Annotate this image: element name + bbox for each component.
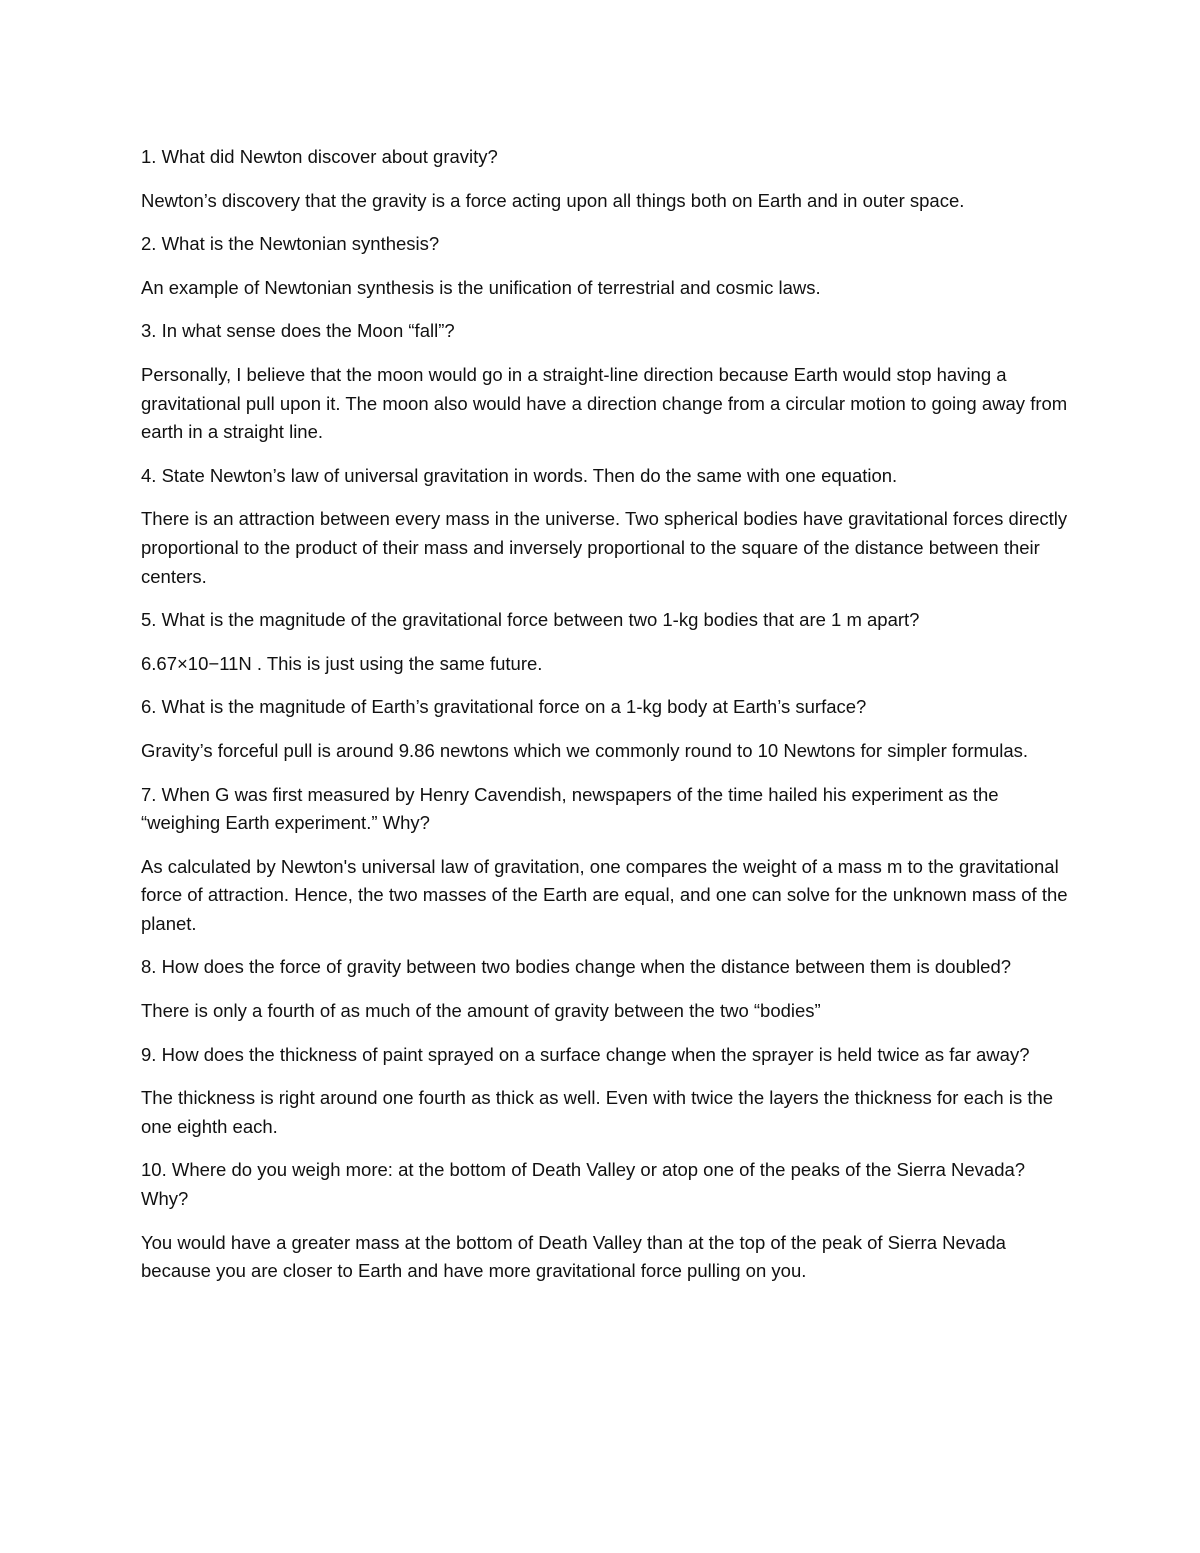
question-6: 6. What is the magnitude of Earth’s gravitational force on a 1-kg body at Earth’s surface? xyxy=(141,696,867,718)
qa-item-10 xyxy=(141,1156,1071,1285)
qa-item-1 xyxy=(141,143,1071,215)
answer-6: Gravity’s forceful pull is around 9.86 newtons which we commonly round to 10 Newtons for simpler formulas. xyxy=(141,739,1029,761)
qa-item-2 xyxy=(141,230,1071,302)
question-7: 7. When G was first measured by Henry Cavendish, newspapers of the time hailed his experiment as the “weighing Earth experiment.” Why? xyxy=(141,783,999,834)
answer-2: An example of Newtonian synthesis is the unification of terrestrial and cosmic laws. xyxy=(141,276,821,298)
question-4: 4. State Newton’s law of universal gravitation in words. Then do the same with one equation. xyxy=(141,464,898,486)
answer-4: There is an attraction between every mass in the universe. Two spherical bodies have gravitational forces directly proportional to the product of their mass and inversely proportional to the square of the distance between their centers. xyxy=(141,508,1068,587)
answer-8: There is only a fourth of as much of the amount of gravity between the two “bodies” xyxy=(141,1000,821,1022)
qa-item-4 xyxy=(141,462,1071,591)
question-2: 2. What is the Newtonian synthesis? xyxy=(141,233,440,255)
answer-7: As calculated by Newton's universal law of gravitation, one compares the weight of a mass m to the gravitational force of attraction. Hence, the two masses of the Earth are equal, and one can solve for the unknown mass of the planet. xyxy=(141,855,1068,934)
question-10: 10. Where do you weigh more: at the bottom of Death Valley or atop one of the peaks of the Sierra Nevada? Why? xyxy=(141,1159,1026,1210)
answer-1: Newton’s discovery that the gravity is a force acting upon all things both on Earth and in outer space. xyxy=(141,189,965,211)
question-1: 1. What did Newton discover about gravity? xyxy=(141,146,498,167)
qa-item-6 xyxy=(141,693,1071,765)
qa-item-8 xyxy=(141,953,1071,1025)
answer-3: Personally, I believe that the moon would go in a straight-line direction because Earth would stop having a gravitational pull upon it. The moon also would have a direction change from a circular motion to going away from earth in a straight line. xyxy=(141,363,1068,443)
question-8: 8. How does the force of gravity between two bodies change when the distance between them is doubled? xyxy=(141,956,1012,978)
answer-10: You would have a greater mass at the bottom of Death Valley than at the top of the peak of Sierra Nevada because you are closer to Earth and have more gravitational force pulling on you. xyxy=(141,1231,1006,1282)
qa-item-3 xyxy=(141,317,1071,446)
qa-item-5 xyxy=(141,606,1071,678)
document-body xyxy=(141,143,1071,1301)
qa-item-7 xyxy=(141,781,1071,939)
question-3: 3. In what sense does the Moon “fall”? xyxy=(141,320,455,342)
question-9: 9. How does the thickness of paint sprayed on a surface change when the sprayer is held twice as far away? xyxy=(141,1043,1030,1065)
answer-9: The thickness is right around one fourth as thick as well. Even with twice the layers the thickness for each is the one eighth each. xyxy=(141,1087,1054,1137)
answer-5: 6.67×10−11N . This is just using the same future. xyxy=(141,652,543,674)
question-5: 5. What is the magnitude of the gravitational force between two 1-kg bodies that are 1 m apart? xyxy=(141,609,920,631)
qa-item-9 xyxy=(141,1041,1071,1142)
